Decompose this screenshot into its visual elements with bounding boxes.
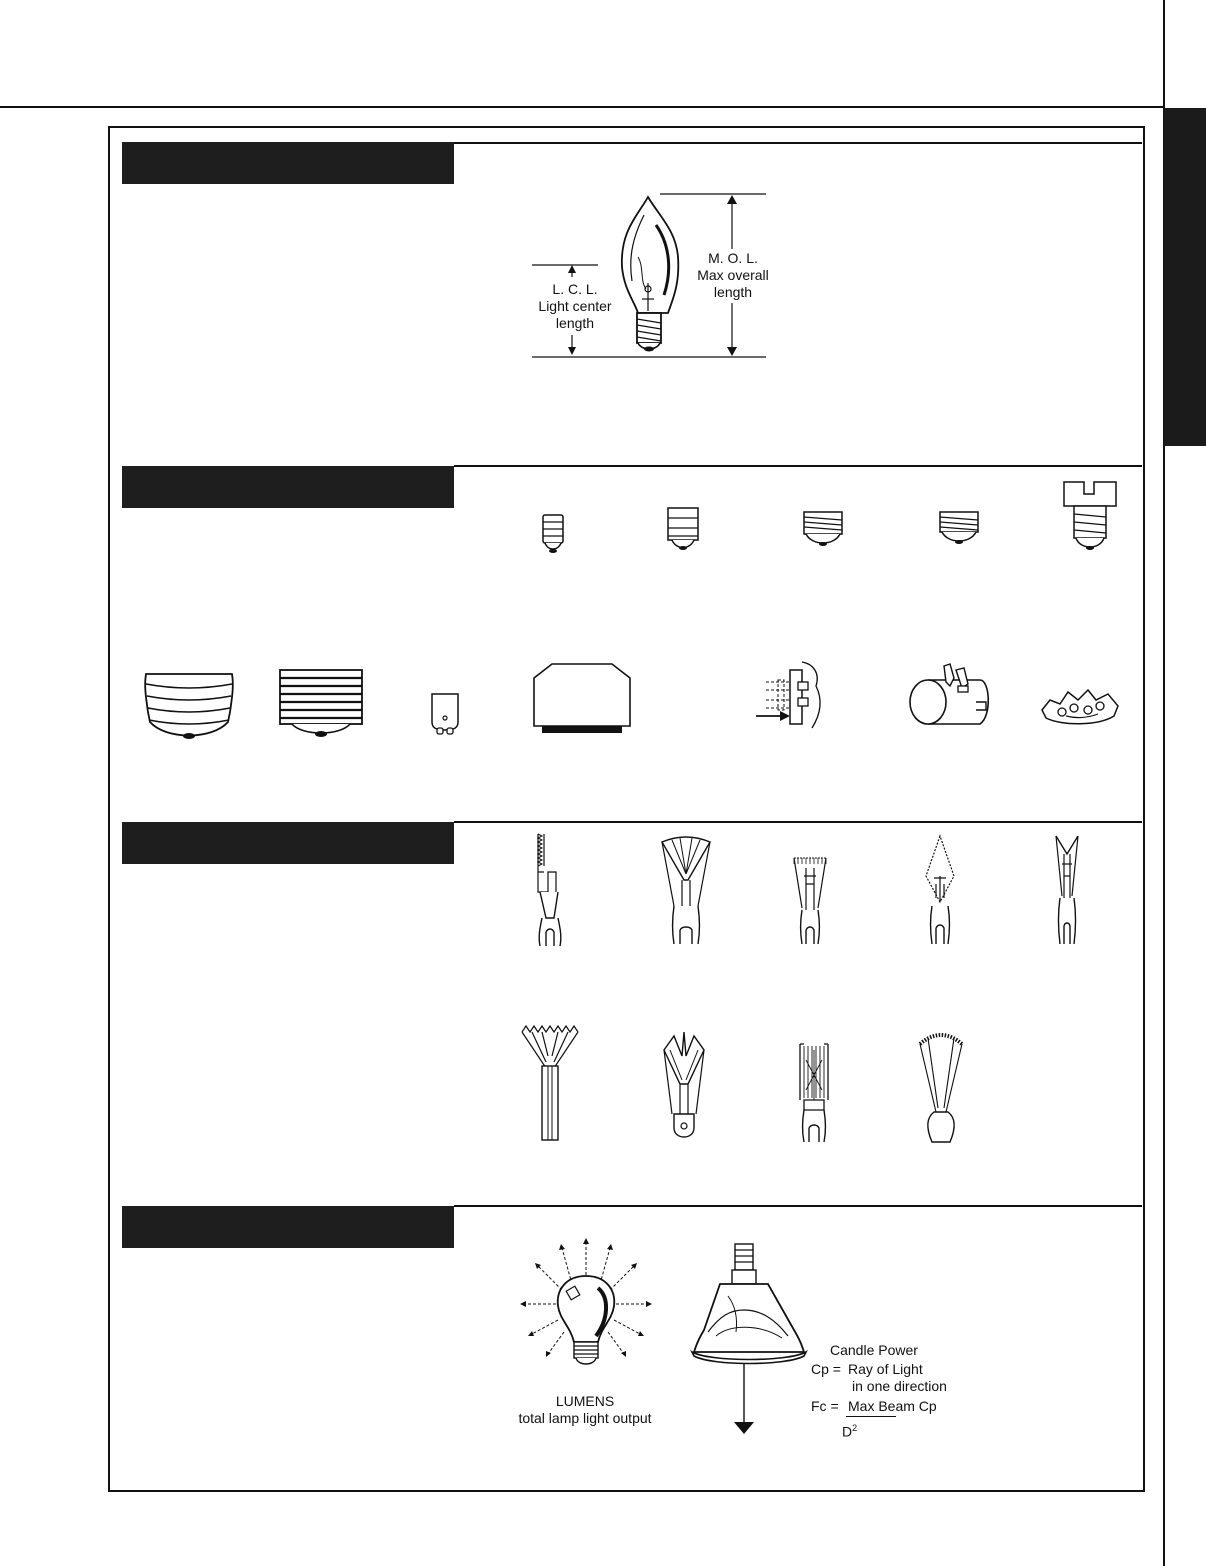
lcl-line2: Light center [538,298,612,314]
section-header-bar-bases [122,466,454,508]
fc-numerator: Max Beam Cp [848,1398,937,1414]
slotted-base-icon [1062,480,1118,556]
filament-zigzag-v-icon [518,1022,582,1142]
intermediate-base-icon [666,506,700,554]
mogul-bipost-base-icon [906,660,994,738]
filament-arc-coil-icon [914,1028,968,1144]
fc-label: Fc = [811,1398,839,1414]
section-rule-bases [454,465,1142,467]
prefocus-flanged-base-icon [1038,686,1122,728]
section-thumb-tab [1164,108,1206,446]
medium-skirted-base-icon [938,510,980,546]
mol-abbrev: M. O. L. [708,250,758,266]
bipin-base-icon [750,656,830,738]
filament-straight-icon [528,832,568,948]
lumens-bulb-diagram [516,1236,656,1388]
filament-crown-icon [660,1030,708,1142]
section-header-bar-filaments [122,822,454,864]
cp-ray-of-light: Ray of Light [848,1361,923,1377]
mogul-base-icon [142,670,236,744]
fc-denominator-base: D [842,1423,853,1440]
mol-line2: Max overall [697,267,769,283]
filament-v-icon [1052,832,1082,946]
candle-power-title: Candle Power [830,1342,918,1358]
section-rule-dimensions [454,142,1142,144]
section-header-bar-light-measurement [122,1206,454,1248]
header-rule [0,106,1164,108]
extended-mogul-base-icon [276,668,366,740]
lumens-title: LUMENS [555,1393,615,1409]
lumens-caption [500,1393,670,1427]
section-header-bar-dimensions [122,142,454,184]
section-rule-light-measurement [454,1205,1142,1207]
filament-grid-icon [794,1040,834,1144]
section-rule-filaments [454,821,1142,823]
lcl-abbrev: L. C. L. [552,281,598,297]
cp-one-direction: in one direction [852,1378,947,1394]
lcl-line3: length [555,315,595,331]
lcl-label [528,281,622,332]
candelabra-base-icon [540,513,566,557]
lumens-description: total lamp light output [518,1410,652,1426]
filament-fan-icon [658,834,714,946]
cp-label: Cp = [811,1361,841,1377]
candle-power-lamp-diagram [690,1240,810,1436]
filament-diamond-icon [920,832,960,946]
mol-label [686,250,780,301]
mol-line3: length [713,284,753,300]
fc-denominator [842,1420,857,1441]
bayonet-base-icon [428,690,462,738]
filament-coiled-bar-icon [790,854,830,946]
medium-base-icon [802,510,844,548]
recessed-single-contact-base-icon [530,662,634,736]
fc-fraction-bar [846,1416,896,1417]
fc-denominator-exponent: 2 [852,1423,858,1433]
